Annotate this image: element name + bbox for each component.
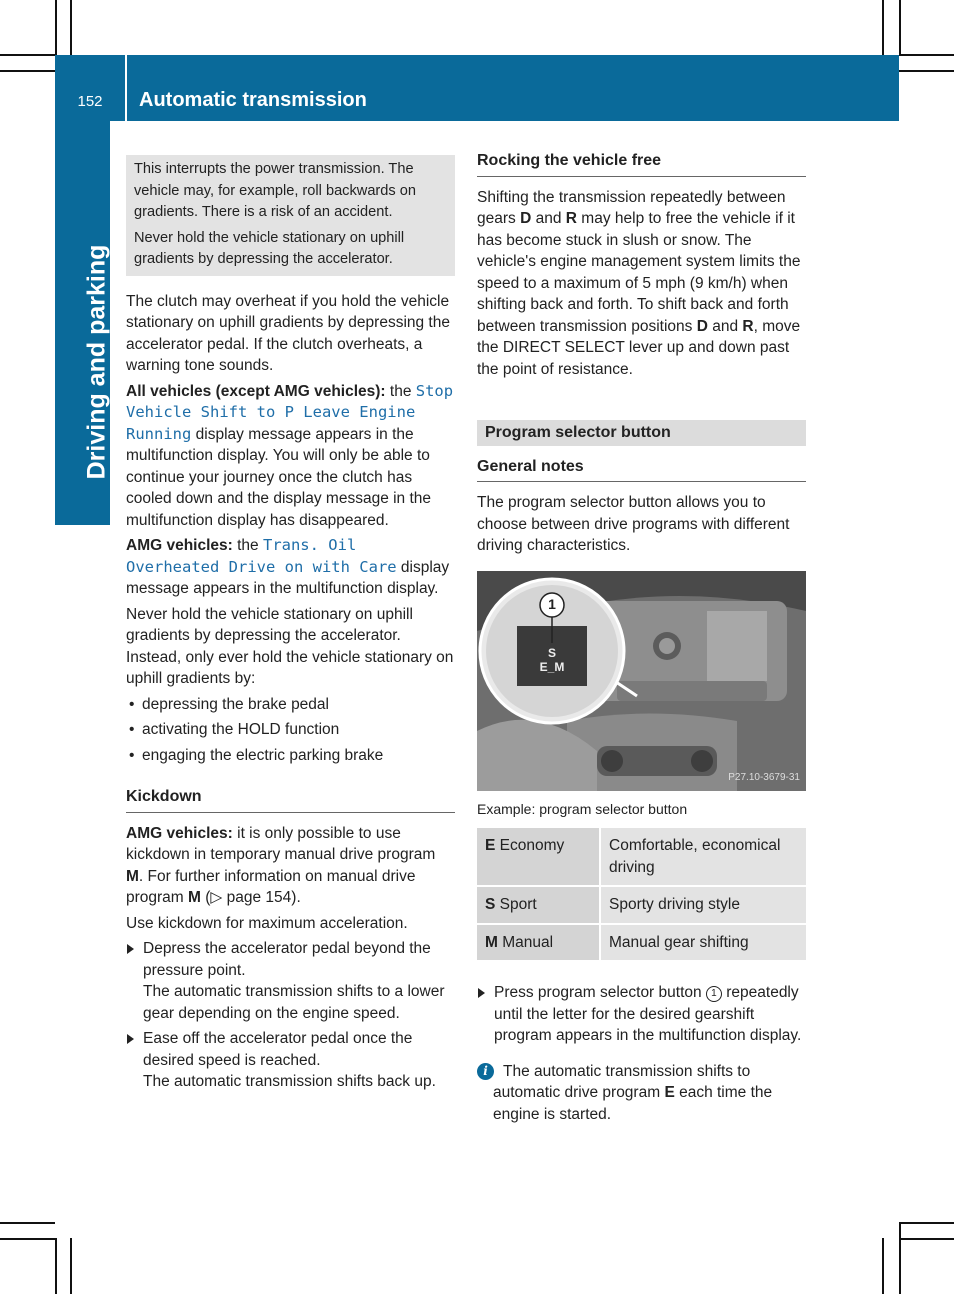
display-message: Stop Vehicle Shift to P Leave Engine Running	[126, 381, 454, 443]
crop-mark	[55, 1238, 57, 1294]
crop-mark	[0, 70, 55, 72]
program-letter: M	[188, 889, 201, 906]
paragraph	[126, 381, 455, 532]
instruction-step	[126, 938, 455, 1024]
drive-program-table	[477, 828, 806, 962]
right-column	[477, 130, 806, 1125]
program-description: Manual gear shifting	[600, 924, 806, 962]
image-reference-code: P27.10-3679-31	[728, 772, 800, 783]
page-title: Automatic transmission	[139, 89, 367, 111]
text: the	[232, 537, 263, 554]
paragraph: Never hold the vehicle stationary on uphill gradients by depressing the accelerator. Instead, only ever hold the vehicle stationary on uphill gradients by:	[126, 605, 454, 687]
text: it is only possible to use kickdown in temporary manual drive program	[126, 824, 436, 863]
step-text: Press program selector button	[494, 984, 706, 1001]
paragraph: The program selector button allows you to choose between drive programs with different driving characteristics.	[477, 494, 790, 554]
photo-caption: Example: program selector button	[477, 800, 688, 817]
text: may help to free the vehicle if it has become stuck in slush or snow. The vehicle's engine management system limits the speed to a maximum of 5 mph (9 km/h) when shifting back and forth. To shift back and forth between transmission positions	[477, 210, 801, 335]
text: and	[531, 210, 566, 227]
paragraph	[126, 823, 455, 909]
step-text: Depress the accelerator pedal beyond the pressure point.	[143, 940, 431, 979]
dashboard-illustration	[477, 571, 806, 791]
text: display message appears in the multifunction display. You will only be able to continue your journey once the clutch has cooled down and the display message in the multifunction display has disappeared.	[126, 425, 432, 529]
gear-letter: D	[520, 210, 532, 227]
info-text: each time the engine is started.	[493, 1084, 773, 1123]
step-text: Ease off the accelerator pedal once the desired speed is reached.	[143, 1030, 413, 1069]
crop-mark	[899, 1222, 901, 1294]
crop-mark	[0, 1238, 55, 1240]
callout-number: 1	[548, 595, 556, 612]
program-name: Manual	[497, 933, 554, 951]
crop-mark	[899, 0, 901, 55]
side-tab-label: Driving and parking	[82, 244, 111, 480]
button-label-em: E_M	[539, 659, 565, 674]
instruction-step	[126, 1028, 455, 1093]
crop-mark	[55, 0, 57, 55]
crop-mark	[899, 54, 954, 56]
bullet-list	[126, 694, 455, 767]
program-letter: E	[485, 837, 496, 854]
program-letter: E	[664, 1084, 675, 1101]
arrow-icon	[127, 944, 134, 954]
header-divider	[125, 55, 127, 121]
section-heading-rocking: Rocking the vehicle free	[477, 150, 806, 177]
program-description: Sporty driving style	[600, 886, 806, 924]
step-result: The automatic transmission shifts back up.	[143, 1073, 436, 1090]
paragraph: The clutch may overheat if you hold the vehicle stationary on uphill gradients by depressing the accelerator pedal. If the clutch overheats, a warning tone sounds.	[126, 292, 450, 374]
arrow-icon	[478, 988, 485, 998]
display-message: Trans. Oil Overheated Drive on with Care	[126, 536, 397, 576]
program-description: Comfortable, economical driving	[600, 828, 806, 886]
label-bold: AMG vehicles:	[126, 824, 233, 842]
paragraph	[477, 187, 806, 381]
list-item: • activating the HOLD function	[126, 719, 455, 741]
page-reference: (▷ page 154).	[200, 889, 301, 906]
page-header	[55, 55, 899, 121]
gear-letter: D	[696, 317, 708, 335]
crop-mark	[899, 1222, 954, 1224]
table-row	[477, 924, 806, 962]
crop-mark	[882, 1238, 884, 1294]
warning-text: This interrupts the power transmission. The vehicle may, for example, roll backwards on gradients. There is a risk of an accident.	[134, 161, 416, 220]
crop-mark	[0, 1222, 55, 1224]
text: and	[707, 317, 743, 335]
program-key-cell	[477, 886, 600, 924]
table-row	[477, 828, 806, 886]
program-letter: S	[485, 896, 496, 913]
text: Shifting the transmission repeatedly between gears	[477, 188, 786, 227]
list-item: • engaging the electric parking brake	[126, 745, 455, 767]
crop-mark	[899, 1238, 954, 1240]
section-bar-program-selector: Program selector button	[477, 420, 806, 446]
paragraph	[126, 535, 455, 600]
warning-box	[126, 155, 455, 276]
gear-letter: R	[565, 210, 577, 227]
callout-number-icon: 1	[706, 986, 722, 1002]
text: the	[385, 382, 416, 400]
label-bold: All vehicles (except AMG vehicles):	[126, 382, 386, 400]
left-column	[126, 155, 455, 1097]
text: display message appears in the multifunction display.	[126, 558, 450, 597]
program-letter: M	[485, 933, 498, 951]
info-note	[477, 1061, 806, 1126]
program-selector-photo	[477, 571, 806, 791]
step-result: The automatic transmission shifts to a lower gear depending on the engine speed.	[143, 983, 445, 1022]
arrow-icon	[127, 1034, 134, 1044]
list-item: • depressing the brake pedal	[126, 694, 455, 716]
info-icon: i	[477, 1063, 494, 1080]
page-number: 152	[77, 93, 103, 110]
info-text: The automatic transmission shifts to automatic drive program	[493, 1062, 751, 1101]
label-bold: AMG vehicles:	[126, 537, 233, 554]
section-heading-kickdown: Kickdown	[126, 786, 455, 813]
warning-text: Never hold the vehicle stationary on uphill gradients by depressing the accelerator.	[134, 229, 405, 267]
program-key-cell	[477, 924, 600, 962]
program-letter: M	[126, 867, 139, 885]
program-name: Sport	[495, 896, 537, 913]
program-key-cell	[477, 828, 600, 886]
text: . For further information on manual drive program	[126, 867, 416, 906]
program-name: Economy	[495, 837, 565, 854]
paragraph: Use kickdown for maximum acceleration.	[126, 914, 408, 932]
crop-mark	[70, 1238, 72, 1294]
crop-mark	[0, 54, 55, 56]
step-text: repeatedly until the letter for the desired gearshift program appears in the multifunction display.	[494, 984, 802, 1044]
crop-mark	[899, 70, 954, 72]
instruction-step	[477, 982, 806, 1047]
button-label-s: S	[547, 645, 556, 660]
gear-letter: R	[742, 317, 754, 335]
crop-mark	[70, 0, 72, 55]
crop-mark	[882, 0, 884, 55]
section-heading-general-notes: General notes	[477, 456, 806, 483]
text: , move the DIRECT SELECT lever up and down past the point of resistance.	[477, 317, 801, 378]
table-row	[477, 886, 806, 924]
